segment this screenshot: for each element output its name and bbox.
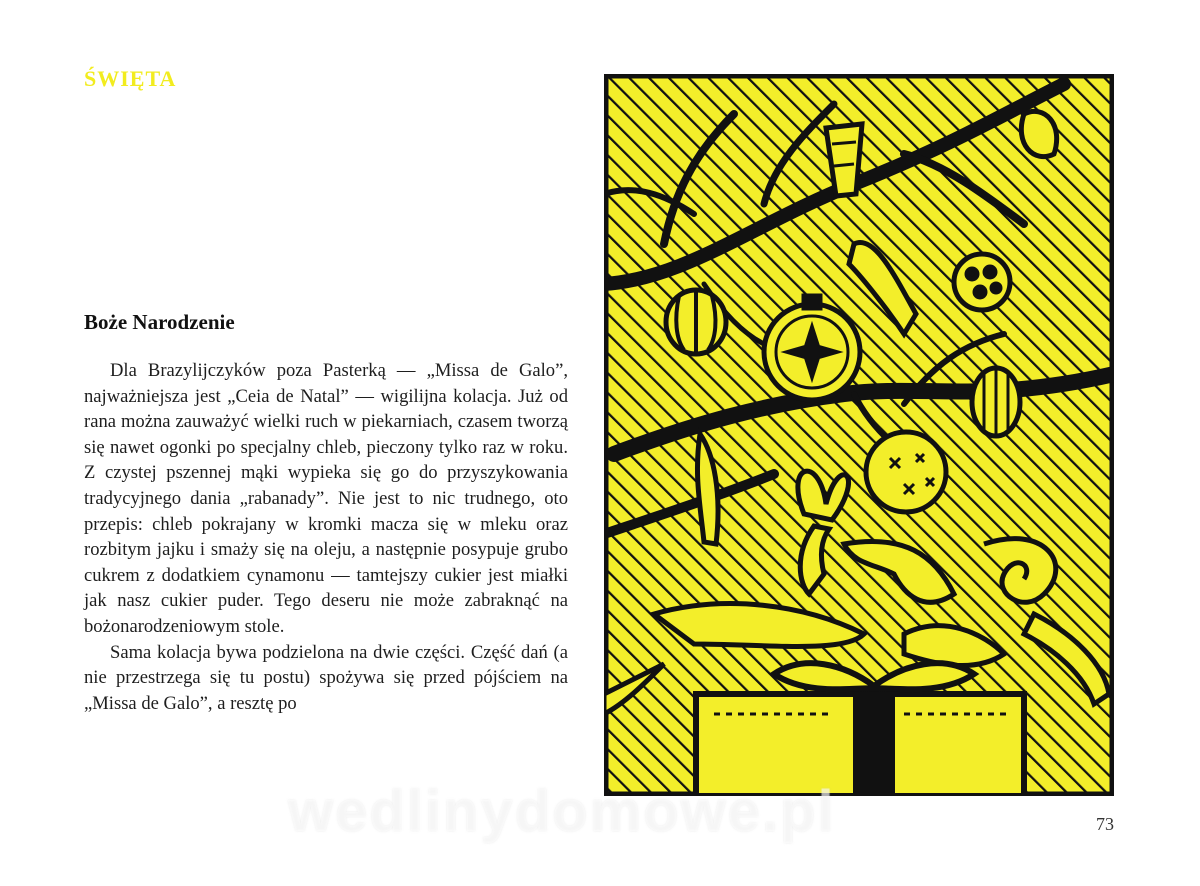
page-number: 73 [1096,814,1114,834]
paragraph-1: Dla Brazylijczyków poza Pasterką — „Missa de Galo”, najważniejsza jest „Ceia de Natal” — wigilijna kolacja. Już od rana można zauważyć wielki ruch w piekarniach, czasem tworzą się nawet ogonki po specjalny chleb, pieczony tylko raz w roku. Z czystej pszennej mąki wypieka się go do przyszykowania tradycyjnego dania „rabanady”. Nie jest to nic trudnego, oto przepis: chleb pokrajany w kromki macza się w mleku oraz rozbitym jajku i smaży się na oleju, a następnie posypuje grubo cukrem z dodatkiem cynamonu — tamtejszy cukier jest miałki jak nasz cukier puder. Tego deseru nie może zabraknąć na bożonarodzeniowym stole. [84,360,568,637]
watermark: wedlinydomowe.pl [288,779,836,844]
chapter-heading: Boże Narodzenie [84,310,235,334]
body-text [84,358,568,716]
christmas-illustration [604,74,1114,796]
section-title: ŚWIĘTA [84,66,177,91]
paragraph-2: Sama kolacja bywa podzielona na dwie części. Część dań (a nie przestrzega się tu postu) spożywa się przed pójściem na „Missa de Galo”, a resztę po [84,641,568,714]
